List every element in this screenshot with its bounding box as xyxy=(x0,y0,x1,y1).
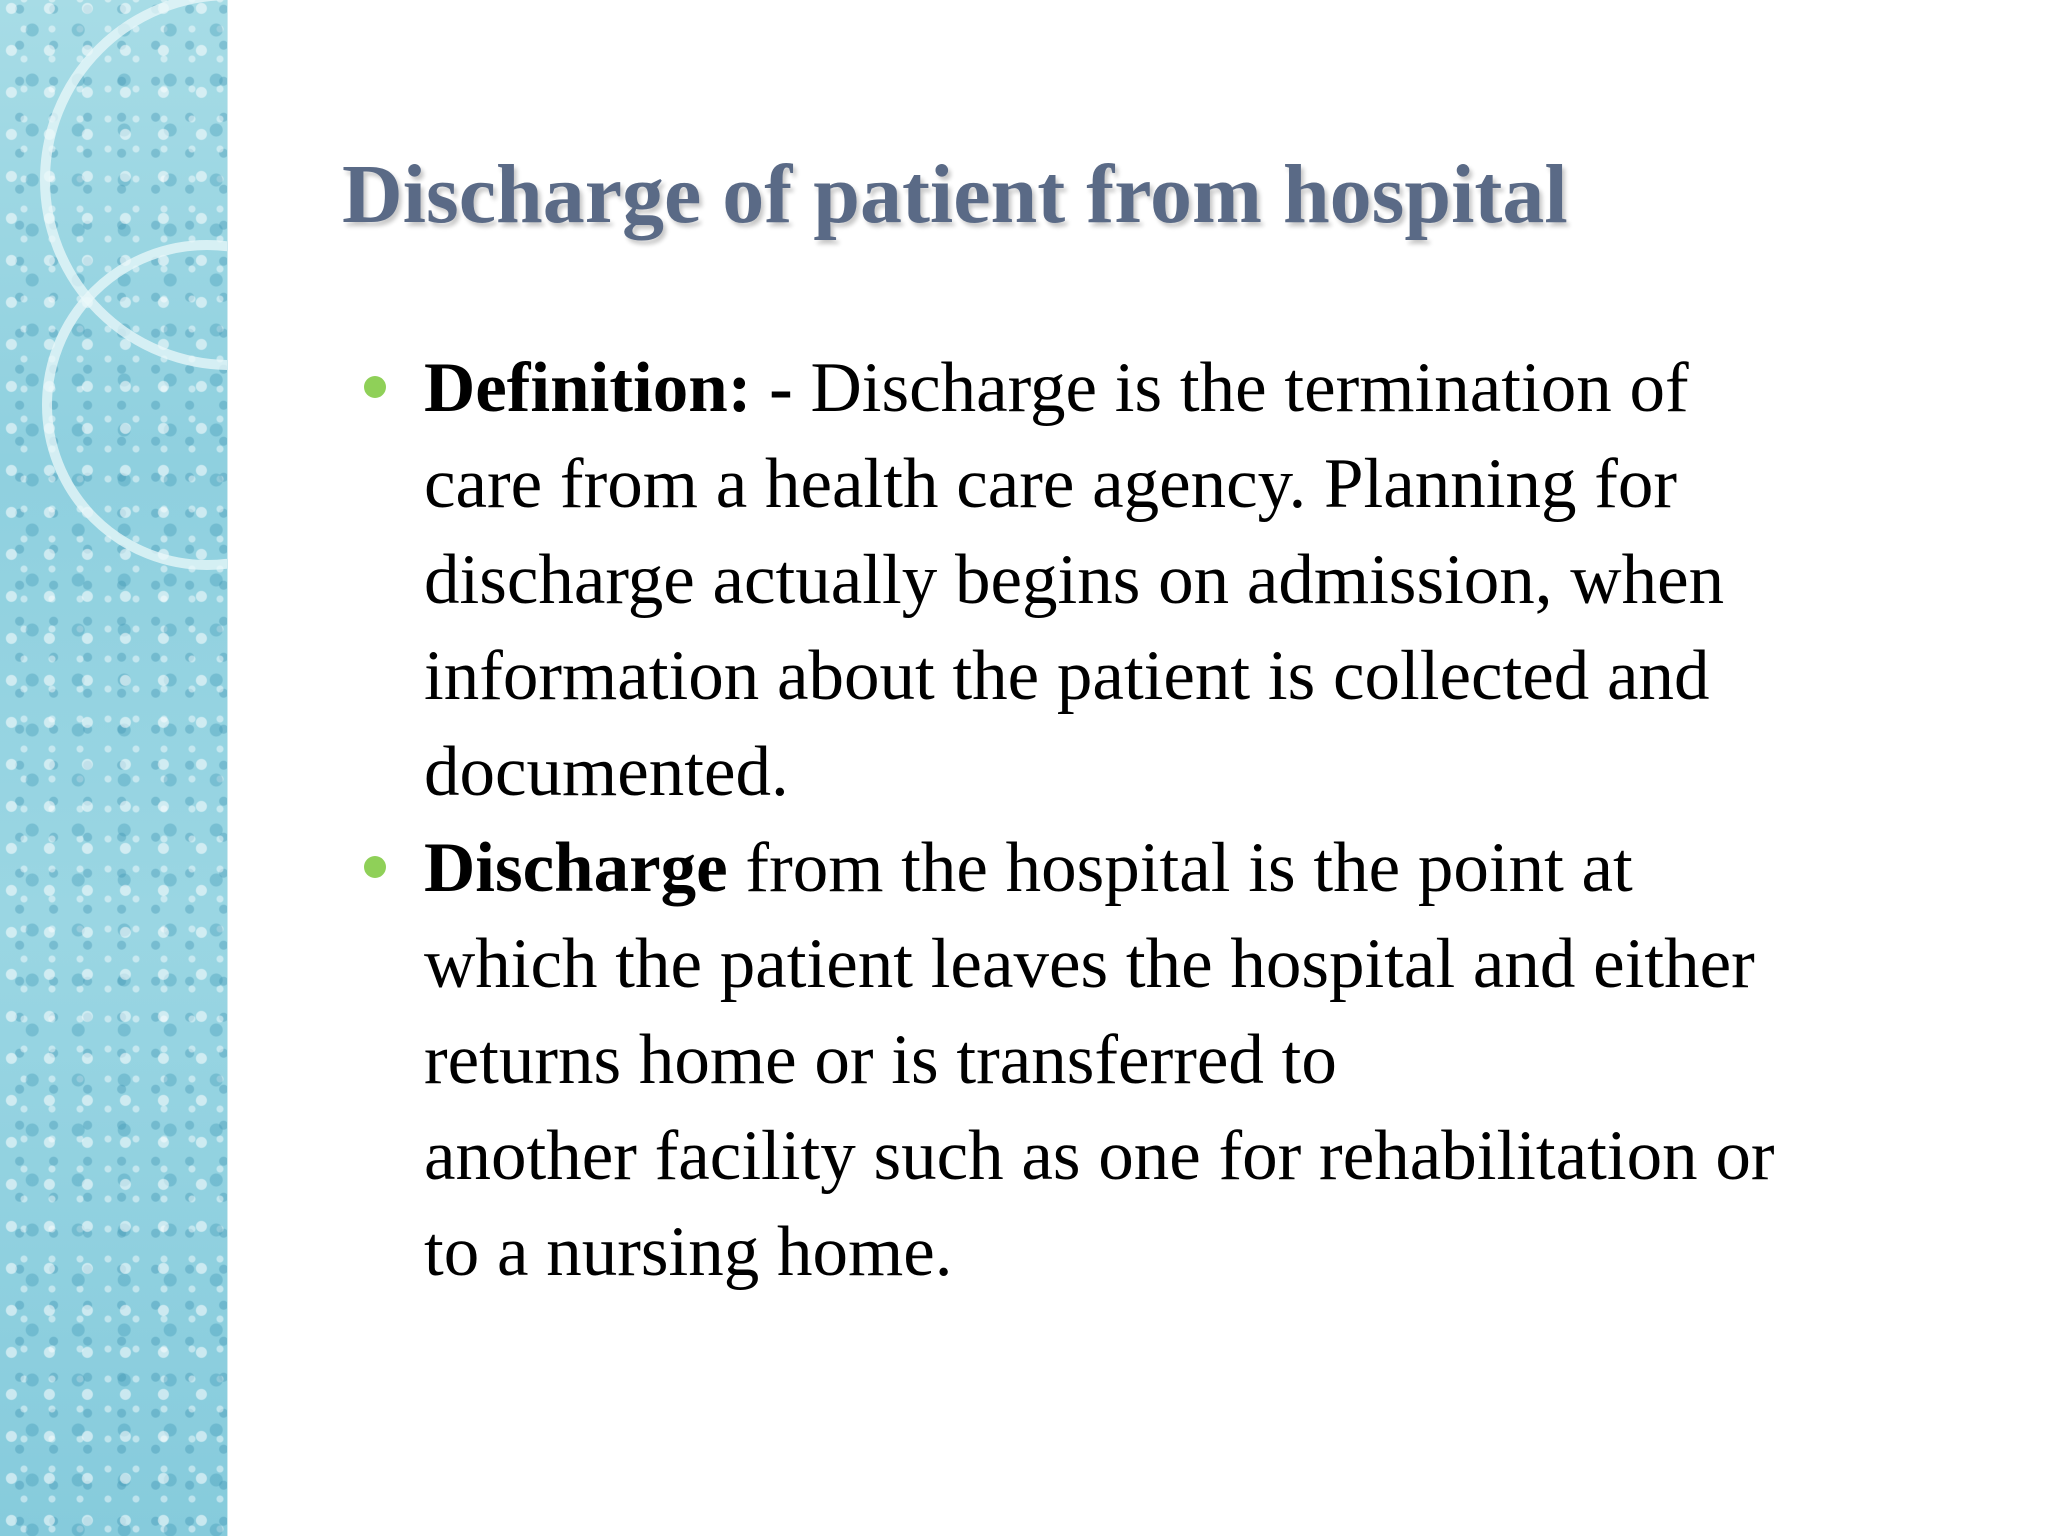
bullet-line: care from a health care agency. Planning for xyxy=(424,445,1678,523)
bullet-text: from the hospital is the point at xyxy=(727,829,1633,907)
bullet-dot-icon xyxy=(364,376,386,398)
slide-body xyxy=(360,340,2000,1300)
bullet-line xyxy=(424,340,2000,436)
water-drop-side-panel xyxy=(0,0,228,1536)
bullet-line: another facility such as one for rehabilitation or xyxy=(424,1117,1775,1195)
bullet-bold-lead: Definition: - xyxy=(424,349,793,427)
bullet-discharge xyxy=(360,820,2000,1300)
bullet-line: documented. xyxy=(424,733,789,811)
bullet-line xyxy=(424,820,2000,916)
decorative-ring xyxy=(42,240,228,570)
bullet-line: to a nursing home. xyxy=(424,1213,953,1291)
bullet-definition xyxy=(360,340,2000,820)
bullet-line: which the patient leaves the hospital and either xyxy=(424,925,1755,1003)
bullet-dot-icon xyxy=(364,856,386,878)
bullet-line: discharge actually begins on admission, when xyxy=(424,541,1725,619)
bullet-bold-lead: Discharge xyxy=(424,829,728,907)
bullet-text: Discharge is the termination of xyxy=(792,349,1689,427)
slide-title: Discharge of patient from hospital xyxy=(342,148,1568,241)
bullet-line: information about the patient is collected and xyxy=(424,637,1710,715)
bullet-line: returns home or is transferred to xyxy=(424,1021,1337,1099)
